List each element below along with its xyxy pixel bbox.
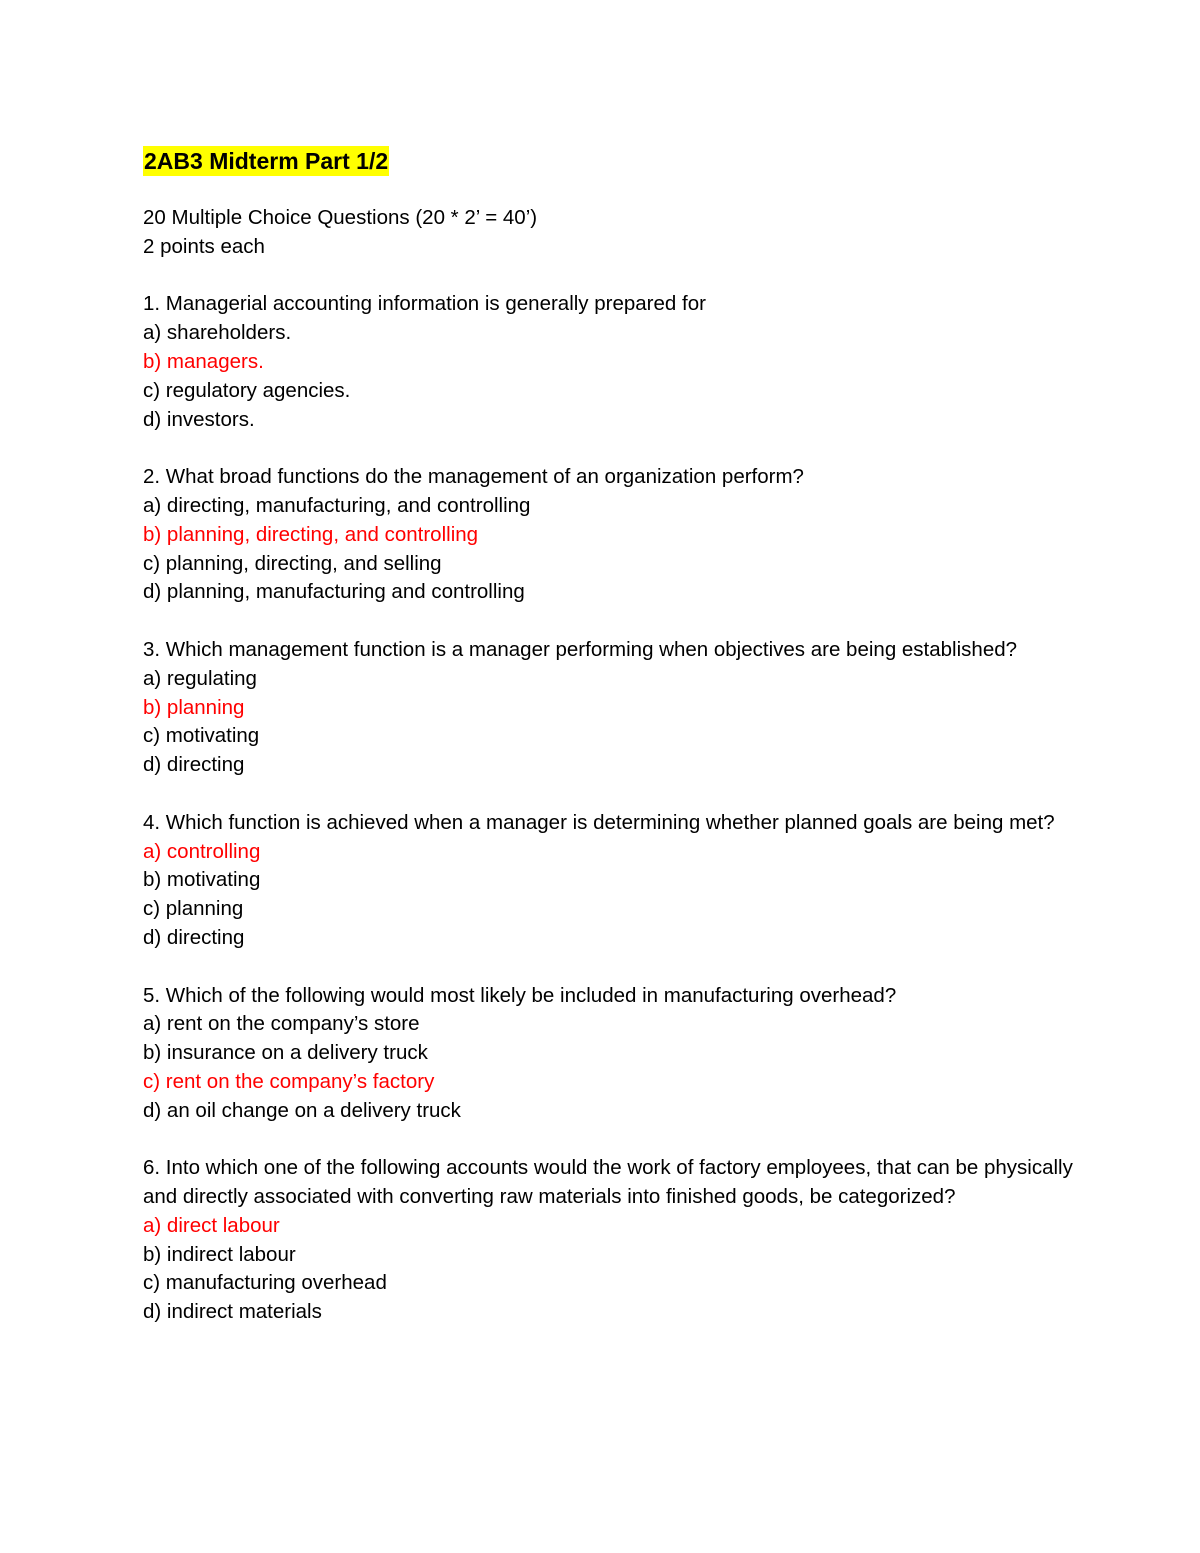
- question-text: 1. Managerial accounting information is generally prepared for: [143, 292, 706, 316]
- title-wrapper: [143, 146, 1083, 176]
- option-a: a) directing, manufacturing, and controlling: [143, 493, 531, 517]
- option-b: b) insurance on a delivery truck: [143, 1041, 428, 1065]
- option-a: a) shareholders.: [143, 321, 292, 345]
- question-text: 6. Into which one of the following accounts would the work of factory employees, that can be physically and directly associated with converting raw materials into finished goods, be categorized?: [143, 1156, 1073, 1209]
- question-text: 2. What broad functions do the management of an organization perform?: [143, 465, 804, 489]
- option-c: c) motivating: [143, 724, 260, 748]
- option-d: d) directing: [143, 925, 245, 949]
- question-1: [143, 290, 1083, 434]
- intro-line-questions: 20 Multiple Choice Questions (20 * 2’ = 40’): [143, 206, 538, 229]
- option-b: b) indirect labour: [143, 1242, 296, 1266]
- option-c: c) planning, directing, and selling: [143, 551, 442, 575]
- option-a: a) controlling: [143, 839, 261, 863]
- option-d: d) an oil change on a delivery truck: [143, 1098, 461, 1122]
- option-c: c) planning: [143, 897, 244, 921]
- question-text: 5. Which of the following would most likely be included in manufacturing overhead?: [143, 983, 897, 1007]
- question-text: 3. Which management function is a manager performing when objectives are being established?: [143, 637, 1018, 661]
- question-list: [143, 290, 1083, 1327]
- document-title: 2AB3 Midterm Part 1/2: [144, 148, 389, 174]
- option-d: d) indirect materials: [143, 1300, 322, 1324]
- question-2: [143, 463, 1083, 607]
- option-c: c) rent on the company’s factory: [143, 1069, 435, 1093]
- option-b: b) planning, directing, and controlling: [143, 522, 479, 546]
- option-c: c) manufacturing overhead: [143, 1271, 387, 1295]
- option-d: d) directing: [143, 753, 245, 777]
- option-a: a) direct labour: [143, 1213, 280, 1237]
- option-d: d) planning, manufacturing and controlling: [143, 580, 525, 604]
- option-c: c) regulatory agencies.: [143, 378, 351, 402]
- question-3: [143, 636, 1083, 780]
- option-d: d) investors.: [143, 407, 255, 431]
- option-b: b) managers.: [143, 349, 264, 373]
- option-b: b) planning: [143, 695, 245, 719]
- option-a: a) regulating: [143, 666, 257, 690]
- question-text: 4. Which function is achieved when a manager is determining whether planned goals are being met?: [143, 810, 1055, 834]
- document-page: [143, 146, 1083, 1327]
- option-a: a) rent on the company’s store: [143, 1012, 420, 1036]
- intro-line-points: 2 points each: [143, 234, 265, 258]
- option-b: b) motivating: [143, 868, 261, 892]
- question-6: [143, 1154, 1083, 1327]
- question-4: [143, 809, 1083, 953]
- question-5: [143, 982, 1083, 1126]
